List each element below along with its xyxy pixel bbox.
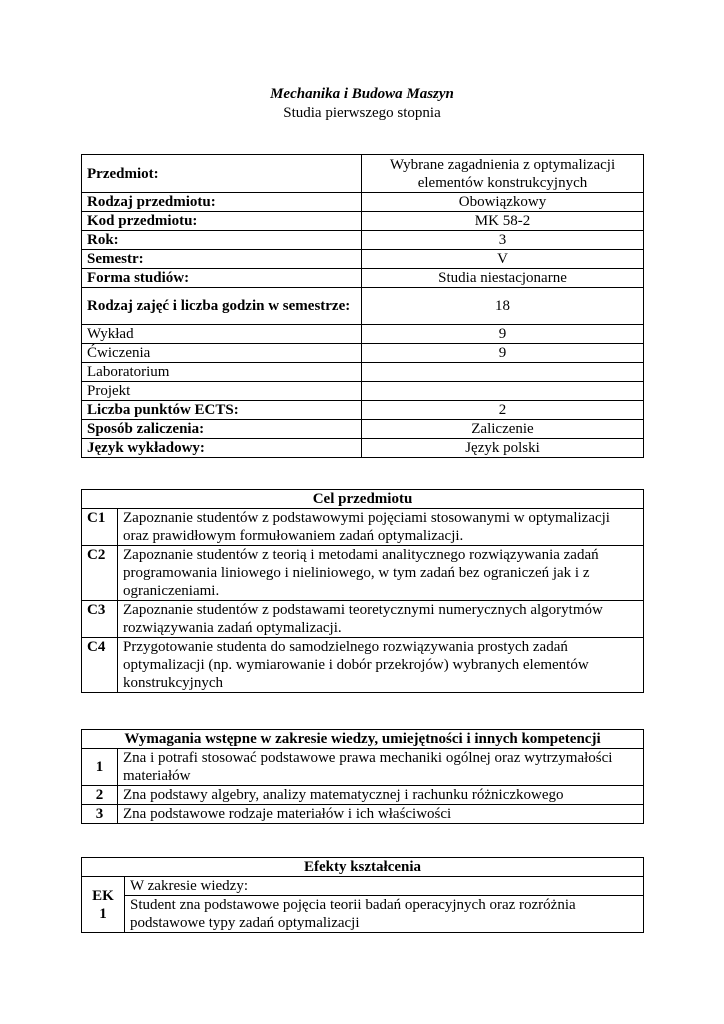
prerequisite-number: 2 (82, 786, 118, 805)
prerequisite-number: 1 (82, 749, 118, 786)
goal-code: C4 (82, 638, 118, 693)
info-value: V (362, 250, 644, 269)
learning-outcomes-table (81, 857, 644, 933)
info-label: Przedmiot: (82, 155, 362, 193)
info-row-kod (82, 212, 644, 231)
info-value: Język polski (362, 439, 644, 458)
prerequisite-text: Zna podstawy algebry, analizy matematycznej i rachunku różniczkowego (118, 786, 644, 805)
outcome-text: Student zna podstawowe pojęcia teorii badań operacyjnych oraz rozróżnia podstawowe typy zadań optymalizacji (125, 896, 644, 933)
info-value: 9 (362, 344, 644, 363)
info-row-godziny (82, 288, 644, 325)
goal-row (82, 638, 644, 693)
info-value (362, 382, 644, 401)
prerequisite-row (82, 749, 644, 786)
info-value: 18 (362, 288, 644, 325)
goal-text: Zapoznanie studentów z podstawami teoretycznymi numerycznych algorytmów rozwiązywania zadań optymalizacji. (118, 601, 644, 638)
info-row-przedmiot (82, 155, 644, 193)
prerequisite-row (82, 786, 644, 805)
goal-row (82, 509, 644, 546)
info-value: Wybrane zagadnienia z optymalizacji elementów konstrukcyjnych (362, 155, 644, 193)
info-label: Rodzaj przedmiotu: (82, 193, 362, 212)
course-info-table (81, 154, 644, 458)
info-row-cwiczenia (82, 344, 644, 363)
info-label: Kod przedmiotu: (82, 212, 362, 231)
info-row-rok (82, 231, 644, 250)
info-row-laboratorium (82, 363, 644, 382)
goal-code: C2 (82, 546, 118, 601)
info-value: Studia niestacjonarne (362, 269, 644, 288)
prerequisite-text: Zna podstawowe rodzaje materiałów i ich właściwości (118, 805, 644, 824)
goals-header: Cel przedmiotu (82, 490, 644, 509)
info-label: Projekt (82, 382, 362, 401)
info-label: Rodzaj zajęć i liczba godzin w semestrze: (82, 288, 362, 325)
info-value: MK 58-2 (362, 212, 644, 231)
goal-code: C1 (82, 509, 118, 546)
info-row-wyklad (82, 325, 644, 344)
info-row-semestr (82, 250, 644, 269)
goal-text: Zapoznanie studentów z teorią i metodami analitycznego rozwiązywania zadań programowania liniowego i nieliniowego, w tym zadań bez ograniczeń jak i z ograniczeniami. (118, 546, 644, 601)
outcome-code: EK 1 (82, 877, 125, 933)
prerequisite-row (82, 805, 644, 824)
goal-row (82, 601, 644, 638)
info-row-rodzaj (82, 193, 644, 212)
info-label: Semestr: (82, 250, 362, 269)
info-value: Obowiązkowy (362, 193, 644, 212)
info-row-zaliczenie (82, 420, 644, 439)
info-value: 9 (362, 325, 644, 344)
info-row-jezyk (82, 439, 644, 458)
info-value: Zaliczenie (362, 420, 644, 439)
info-row-projekt (82, 382, 644, 401)
prerequisites-header: Wymagania wstępne w zakresie wiedzy, umiejętności i innych kompetencji (82, 730, 644, 749)
info-label: Ćwiczenia (82, 344, 362, 363)
outcome-row (82, 896, 644, 933)
info-label: Forma studiów: (82, 269, 362, 288)
prerequisites-table (81, 729, 644, 824)
info-value: 3 (362, 231, 644, 250)
info-label: Rok: (82, 231, 362, 250)
info-value (362, 363, 644, 382)
info-label: Język wykładowy: (82, 439, 362, 458)
outcomes-section-label: W zakresie wiedzy: (125, 877, 644, 896)
prerequisite-text: Zna i potrafi stosować podstawowe prawa mechaniki ogólnej oraz wytrzymałości materiałów (118, 749, 644, 786)
outcomes-header: Efekty kształcenia (82, 858, 644, 877)
info-label: Liczba punktów ECTS: (82, 401, 362, 420)
document-subtitle: Studia pierwszego stopnia (283, 105, 441, 121)
info-row-forma (82, 269, 644, 288)
info-value: 2 (362, 401, 644, 420)
goal-row (82, 546, 644, 601)
goal-code: C3 (82, 601, 118, 638)
info-label: Sposób zaliczenia: (82, 420, 362, 439)
prerequisite-number: 3 (82, 805, 118, 824)
info-row-ects (82, 401, 644, 420)
goal-text: Zapoznanie studentów z podstawowymi pojęciami stosowanymi w optymalizacji oraz prawidłowym formułowaniem zadań optymalizacji. (118, 509, 644, 546)
document-title: Mechanika i Budowa Maszyn (270, 86, 454, 102)
course-goals-table (81, 489, 644, 693)
info-label: Wykład (82, 325, 362, 344)
info-label: Laboratorium (82, 363, 362, 382)
goal-text: Przygotowanie studenta do samodzielnego rozwiązywania prostych zadań optymalizacji (np. wymiarowanie i dobór przekrojów) wybranych elementów konstrukcyjnych (118, 638, 644, 693)
